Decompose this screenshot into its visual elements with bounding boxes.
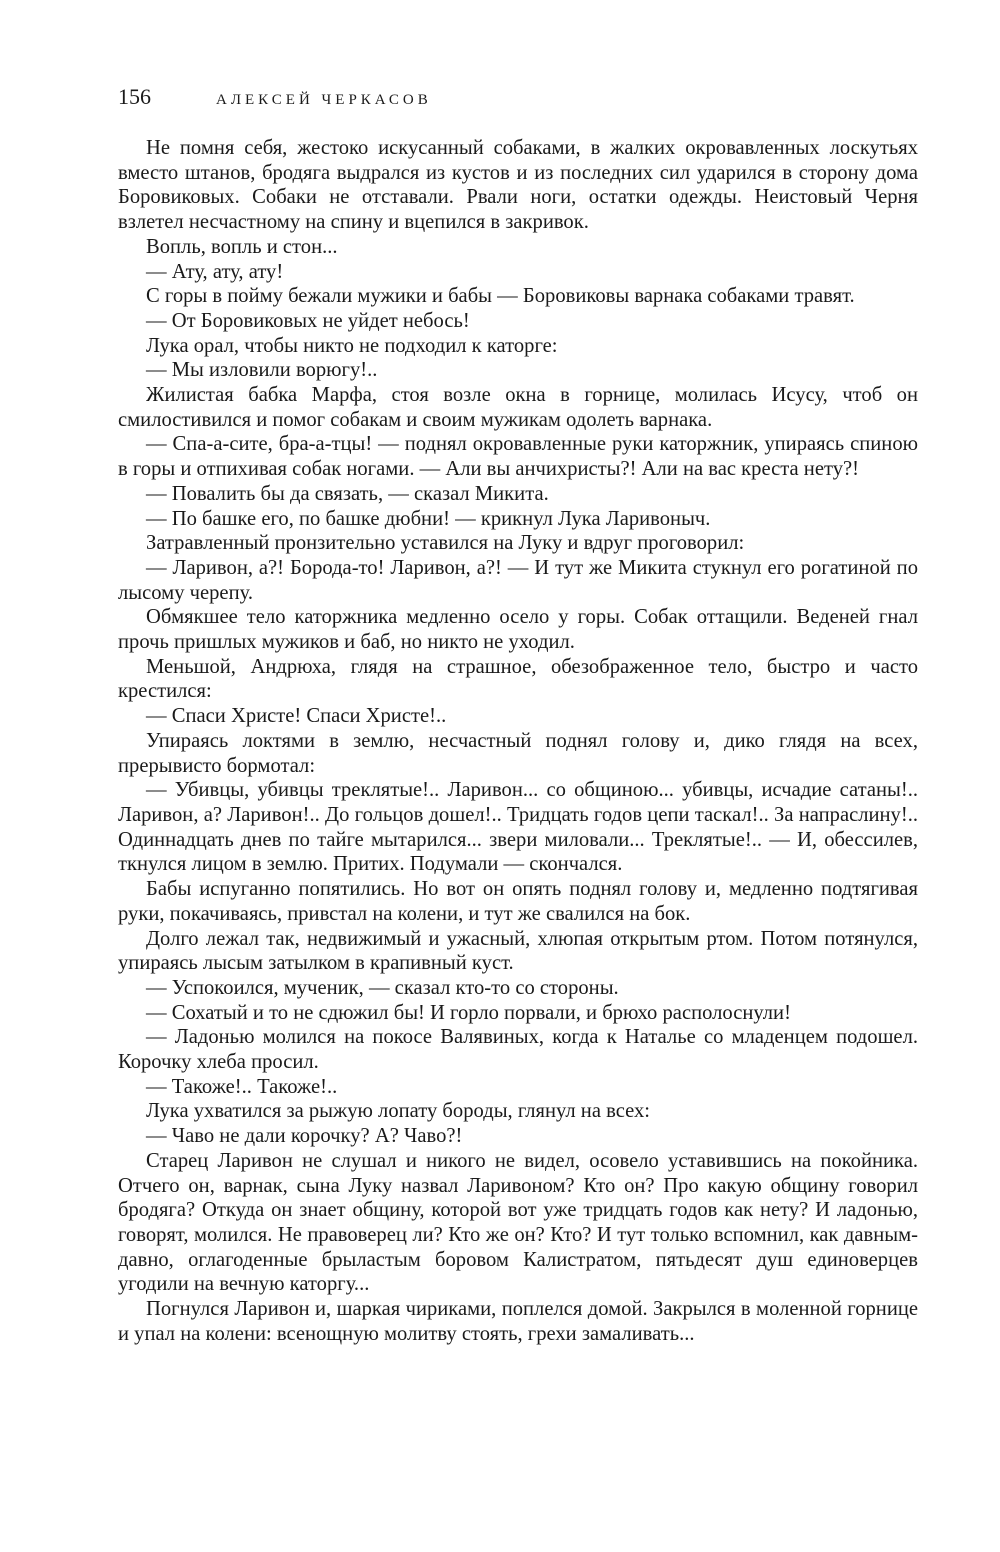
paragraph: Долго лежал так, недвижимый и ужасный, хлюпая открытым ртом. Потом потянулся, упираясь лысым затылком в крапивный куст. xyxy=(118,927,918,975)
paragraph: Меньшой, Андрюха, глядя на страшное, обезображенное тело, быстро и часто крестился: xyxy=(118,655,918,703)
book-page xyxy=(118,84,918,1346)
text-body xyxy=(118,136,918,1346)
running-title: АЛЕКСЕЙ ЧЕРКАСОВ xyxy=(216,92,432,108)
paragraph: Затравленный пронзительно уставился на Луку и вдруг проговорил: xyxy=(146,532,745,555)
paragraph: — Ладонью молился на покосе Валявиных, когда к Наталье со младенцем подошел. Корочку хлеба просил. xyxy=(118,1026,918,1074)
paragraph: Обмякшее тело каторжника медленно осело у горы. Собак оттащили. Веденей гнал прочь пришлых мужиков и баб, но никто не уходил. xyxy=(118,606,918,654)
paragraph: Бабы испуганно попятились. Но вот он опять поднял голову и, медленно подтягивая руки, покачиваясь, привстал на колени, и тут же свалился на бок. xyxy=(118,878,918,925)
paragraph: Жилистая бабка Марфа, стоя возле окна в горнице, молилась Исусу, чтоб он смилостивился и помог собакам и своим мужикам одолеть варнака. xyxy=(118,384,918,431)
paragraph: — Сохатый и то не сдюжил бы! И горло порвали, и брюхо располоснули! xyxy=(146,1001,791,1024)
paragraph: Старец Ларивон не слушал и никого не видел, осовело уставившись на покойника. Отчего он, варнак, сына Луку назвал Ларивоном? Кто он? Про какую общину говорил бродяга? Откуда он знает общину, которой вот уже тридцать годов как нету? И ладонью, говорят, молился. Не правоверец ли? Кто же он? Кто? И тут только вспомнил, как давным-давно, оглагоденные брыластым боровом Калистратом, пятьдесят душ единоверцев угодили на вечную каторгу... xyxy=(118,1149,918,1296)
paragraph: Упираясь локтями в землю, несчастный поднял голову и, дико глядя на всех, прерывисто бормотал: xyxy=(118,729,918,777)
paragraph: Вопль, вопль и стон... xyxy=(146,235,338,258)
page-number: 156 xyxy=(118,84,151,109)
paragraph: — Мы изловили ворюгу!.. xyxy=(146,359,378,382)
paragraph: — Спа-а-сите, бра-а-тцы! — поднял окровавленные руки каторжник, упираясь спиною в горы и отпихивая собак ногами. — Али вы анчихристы?! Али на вас креста нету?! xyxy=(118,433,918,481)
paragraph: — От Боровиковых не уйдет небось! xyxy=(146,309,470,332)
paragraph: Лука орал, чтобы никто не подходил к каторге: xyxy=(146,334,558,357)
paragraph: — Спаси Христе! Спаси Христе!.. xyxy=(146,705,447,728)
running-head xyxy=(118,84,918,124)
paragraph: Лука ухватился за рыжую лопату бороды, глянул на всех: xyxy=(146,1100,651,1123)
paragraph: — Ату, ату, ату! xyxy=(146,260,284,283)
paragraph: — Убивцы, убивцы треклятые!.. Ларивон... со общиною... убивцы, исчадие сатаны!.. Ларивон, а? Ларивон!.. До гольцов дошел!.. Тридцать годов цепи таскал!.. За напраслину!.. Одиннадцать днев по тайге мытарился... звери миловали... Треклятые!.. — И, обессилев, ткнулся лицом в землю. Притих. Подумали — скончался. xyxy=(118,779,918,876)
paragraph: — Чаво не дали корочку? А? Чаво?! xyxy=(146,1125,463,1148)
paragraph: — Такоже!.. Такоже!.. xyxy=(146,1075,338,1098)
paragraph: — Повалить бы да связать, — сказал Микита. xyxy=(146,482,549,505)
paragraph: Погнулся Ларивон и, шаркая чириками, поплелся домой. Закрылся в моленной горнице и упал на колени: всенощную молитву стоять, грехи замаливать... xyxy=(118,1298,918,1345)
paragraph: Не помня себя, жестоко искусанный собаками, в жалких окровавленных лоскутьях вместо штанов, бродяга выдрался из кустов и из последних сил ударился в сторону дома Боровиковых. Собаки не отставали. Рвали ноги, остатки одежды. Неистовый Черня взлетел несчастному на спину и вцепился в закривок. xyxy=(118,137,918,234)
paragraph: — Ларивон, а?! Борода-то! Ларивон, а?! — И тут же Микита стукнул его рогатиной по лысому черепу. xyxy=(118,556,918,604)
paragraph: С горы в пойму бежали мужики и бабы — Боровиковы варнака собаками травят. xyxy=(146,285,855,308)
paragraph: — Успокоился, мученик, — сказал кто-то со стороны. xyxy=(146,976,619,999)
paragraph: — По башке его, по башке дюбни! — крикнул Лука Ларивоныч. xyxy=(146,507,711,530)
